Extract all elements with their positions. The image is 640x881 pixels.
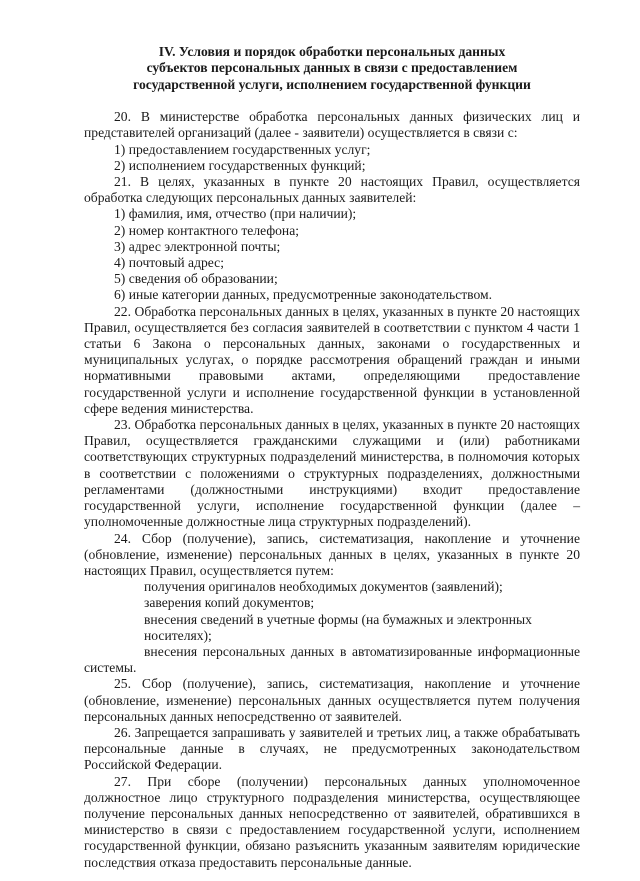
paragraph-26: 26. Запрещается запрашивать у заявителей и третьих лиц, а также обрабатывать персональные данные в случаях, не предусмотренных законодательством Российской Федерации. (84, 724, 580, 773)
list-item: 4) почтовый адрес; (114, 255, 224, 271)
paragraph-22: 22. Обработка персональных данных в целях, указанных в пункте 20 настоящих Правил, осуществляется без согласия заявителей в соответствии с пунктом 4 части 1 статьи 6 Закона о персональных данных, законами о государственных и муниципальных услугах, о порядке рассмотрения обращений граждан и иными нормативными правовыми актами, определяющими предоставление государственной услуги и исполнение государственной функции в установленной сфере ведения министерства. (84, 303, 580, 416)
list-item: 5) сведения об образовании; (114, 271, 278, 287)
list-item: 2) номер контактного телефона; (114, 222, 300, 238)
paragraph-21: 21. В целях, указанных в пункте 20 настоящих Правил, осуществляется обработка следующих персональных данных заявителей: (84, 174, 580, 206)
list-item: получения оригиналов необходимых документов (заявлений); (144, 579, 503, 595)
list-item: внесения сведений в учетные формы (на бумажных и электронных носителях); (144, 611, 532, 643)
list-item: 2) исполнением государственных функций; (114, 157, 366, 173)
paragraph-24: 24. Сбор (получение), запись, систематизация, накопление и уточнение (обновление, изменение) персональных данных в целях, указанных в пункте 20 настоящих Правил, осуществляется путем: (84, 530, 580, 578)
list-item: 1) фамилия, имя, отчество (при наличии); (114, 206, 357, 222)
paragraph-27: 27. При сборе (получении) персональных данных уполномоченное должностное лицо структурного подразделения министерства, осуществляющее получение персональных данных непосредственно от заявителей, обратившихся в министерство в связи с предоставлением государственной услуги, исполнением государственной функции, обязано разъяснить указанным заявителям юридические последствия отказа предоставить персональные данные. (84, 773, 580, 870)
paragraph-20: 20. В министерстве обработка персональных данных физических лиц и представителей организаций (далее - заявители) осуществляется в связи с: (84, 109, 580, 141)
paragraph-25: 25. Сбор (получение), запись, систематизация, накопление и уточнение (обновление, изменение) персональных данных осуществляется путем получения персональных данных непосредственно от заявителей. (84, 676, 580, 724)
heading-line-2: субъектов персональных данных в связи с предоставлением (146, 60, 518, 76)
paragraph-23: 23. Обработка персональных данных в целях, указанных в пункте 20 настоящих Правил, осуществляется гражданскими служащими и (или) работниками соответствующих структурных подразделений министерства, в полномочия которых в соответствии с положениями о структурных подразделениях, должностными регламентами (должностными инструкциями) входит предоставление государственной услуги, исполнение государственной функции (далее – уполномоченные должностные лица структурных подразделений). (84, 417, 580, 530)
document-page (84, 44, 580, 871)
list-item: внесения персональных данных в автоматизированные информационные системы. (84, 643, 580, 676)
list-item: заверения копий документов; (144, 595, 315, 611)
heading-line-1: IV. Условия и порядок обработки персональных данных (158, 44, 506, 59)
list-item: 6) иные категории данных, предусмотренные законодательством. (114, 287, 493, 303)
section-heading (84, 44, 580, 93)
heading-line-3: государственной услуги, исполнением государственной функции (133, 76, 531, 92)
list-item: 1) предоставлением государственных услуг; (114, 141, 371, 157)
list-item: 3) адрес электронной почты; (114, 238, 281, 254)
